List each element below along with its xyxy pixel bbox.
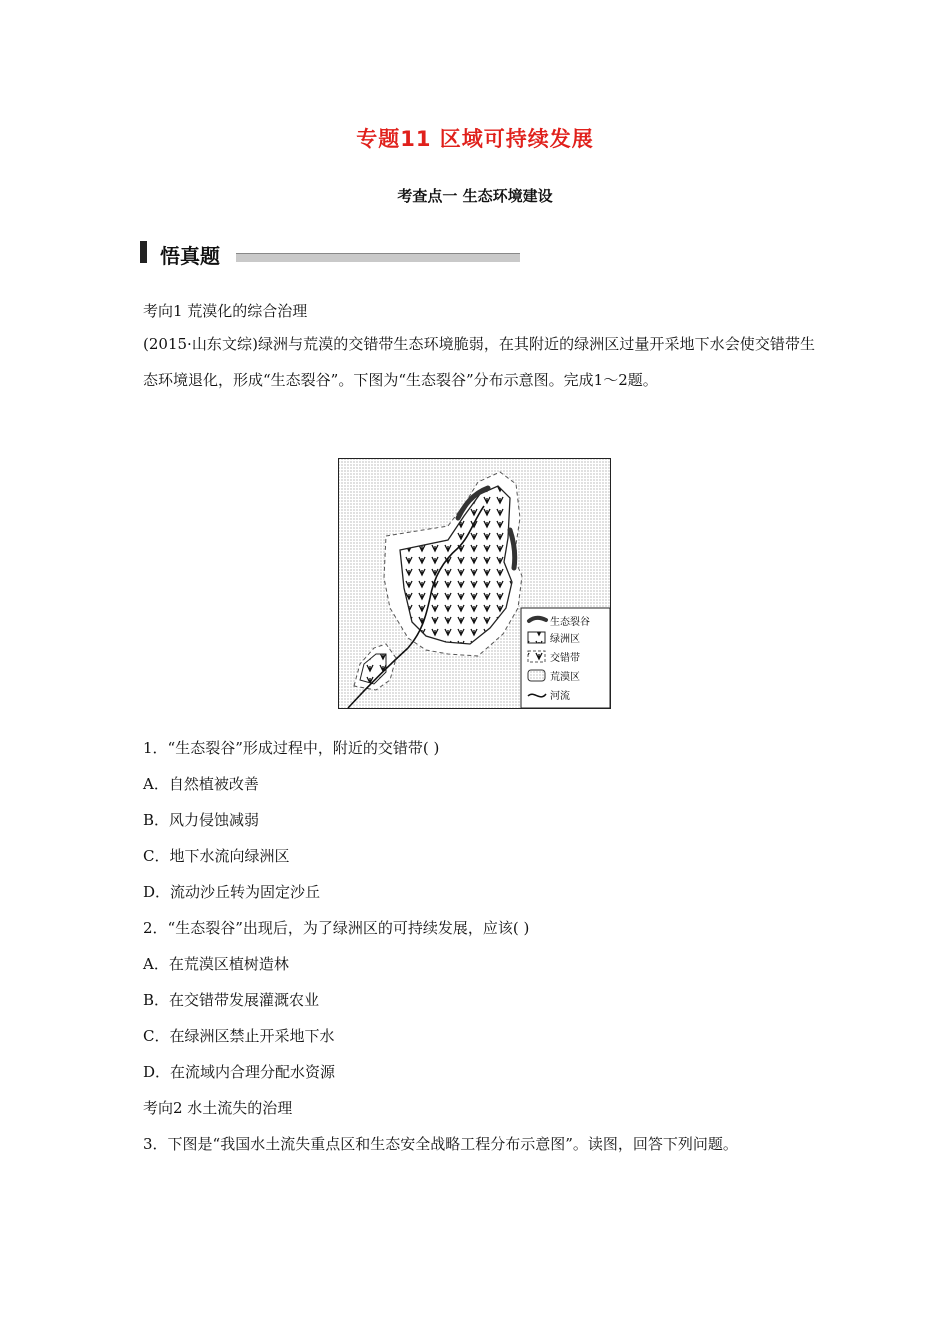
- legend-label-ecotone: 交错带: [550, 653, 580, 664]
- question-1-option-c: C．地下水流向绿洲区: [143, 847, 290, 865]
- legend-label-desert: 荒漠区: [550, 672, 580, 683]
- question-1-option-a: A．自然植被改善: [143, 775, 259, 793]
- question-2-stem: 2．“生态裂谷”出现后，为了绿洲区的可持续发展，应该( ): [143, 919, 530, 937]
- question-intro: (2015·山东文综)绿洲与荒漠的交错带生态环境脆弱，在其附近的绿洲区过量开采地下水会使交错带生态环境退化，形成“生态裂谷”。下图为“生态裂谷”分布示意图。完成1～2题。: [143, 335, 815, 389]
- legend-label-rift: 生态裂谷: [550, 617, 590, 628]
- section-rule: [236, 253, 520, 262]
- legend-label-oasis: 绿洲区: [550, 634, 580, 645]
- question-2-option-a: A．在荒漠区植树造林: [143, 955, 289, 973]
- section-subtitle: 考查点一 生态环境建设: [397, 187, 553, 205]
- question-3-stem: 3．下图是“我国水土流失重点区和生态安全战略工程分布示意图”。读图，回答下列问题。: [143, 1135, 738, 1153]
- section-heading: 悟真题: [160, 244, 220, 268]
- question-2-option-b: B．在交错带发展灌溉农业: [143, 991, 320, 1009]
- question-1-option-b: B．风力侵蚀减弱: [143, 811, 260, 829]
- rift-distribution-map: [338, 458, 611, 709]
- legend-label-river: 河流: [550, 691, 570, 702]
- question-1-option-d: D．流动沙丘转为固定沙丘: [143, 883, 321, 901]
- question-2-option-d: D．在流域内合理分配水资源: [143, 1063, 336, 1081]
- direction-heading-1: 考向1 荒漠化的综合治理: [143, 302, 308, 320]
- question-2-option-c: C．在绿洲区禁止开采地下水: [143, 1027, 335, 1045]
- section-marker: [140, 241, 147, 263]
- question-1-stem: 1．“生态裂谷”形成过程中，附近的交错带( ): [143, 739, 440, 757]
- direction-heading-2: 考向2 水土流失的治理: [143, 1099, 293, 1117]
- page-title: 专题11 区域可持续发展: [356, 127, 594, 151]
